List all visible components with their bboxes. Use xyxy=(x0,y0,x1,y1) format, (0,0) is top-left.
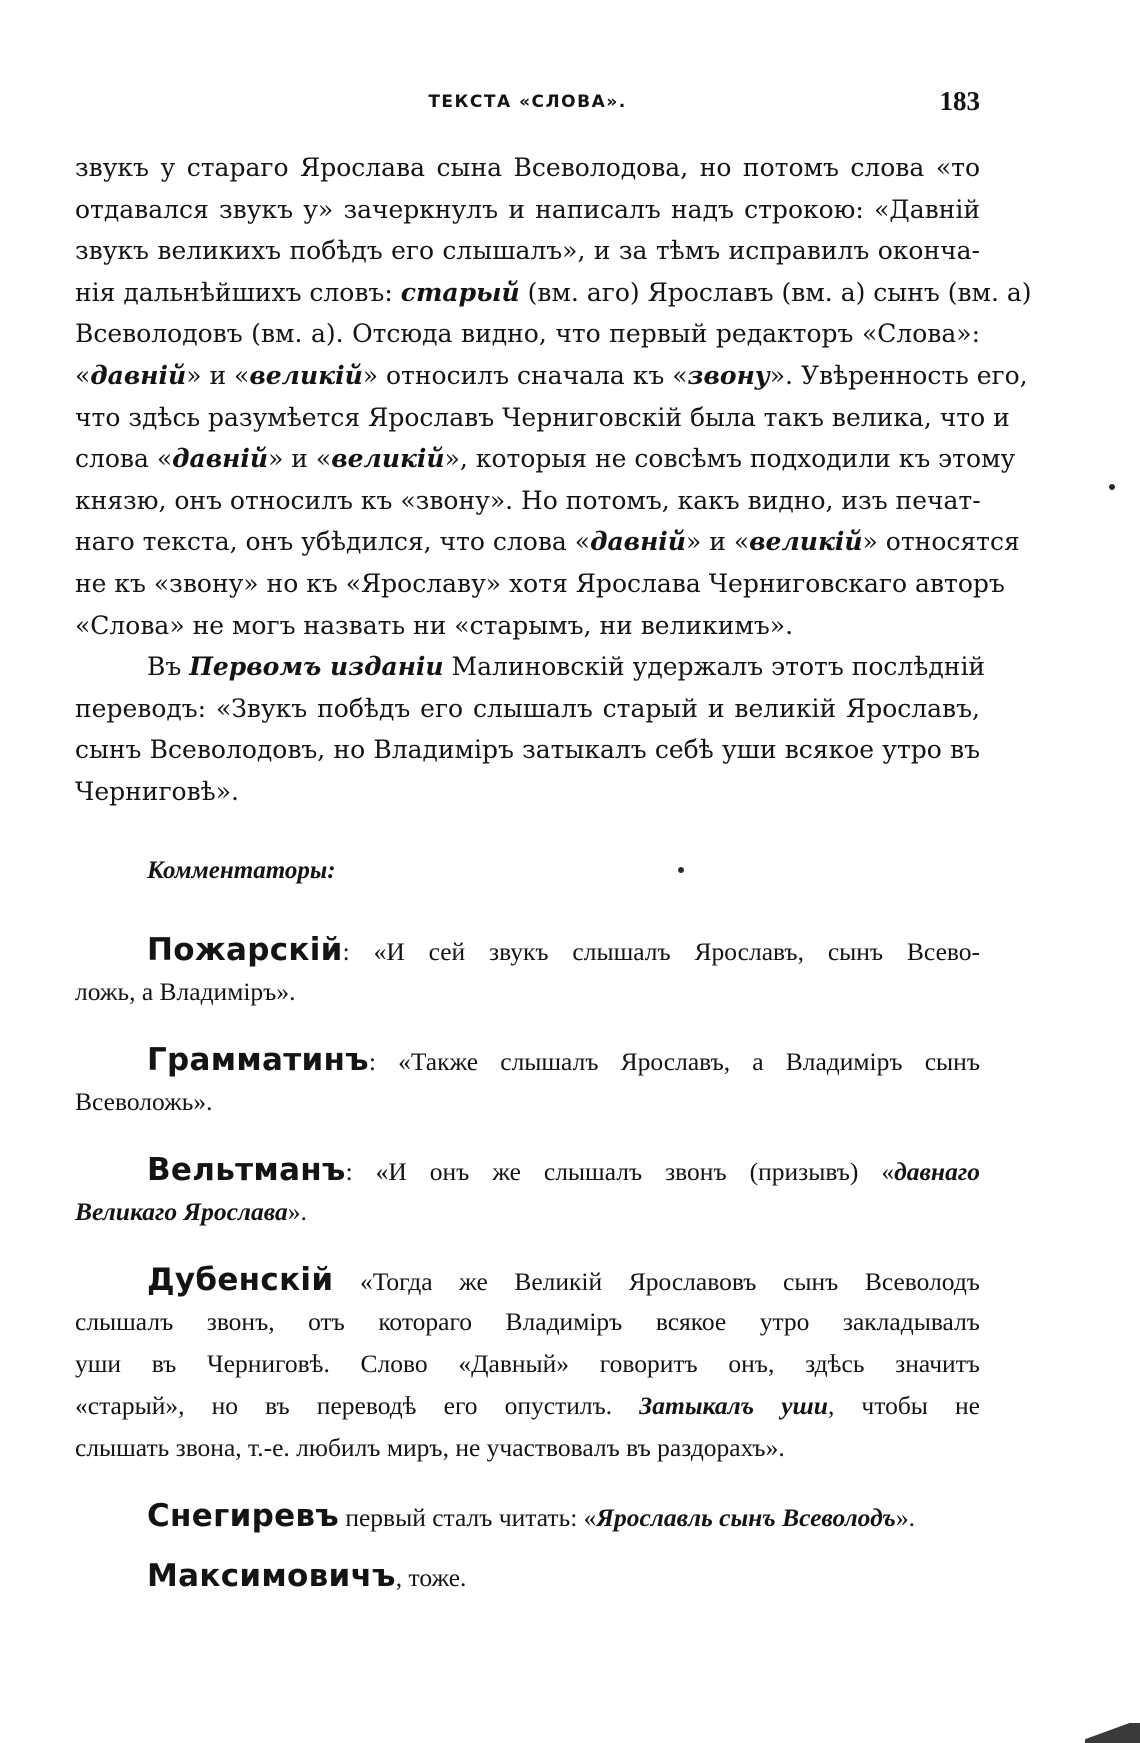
text-line: сынъ Всеволодовъ, но Владиміръ затыкалъ себѣ уши всякое утро въ xyxy=(75,735,980,765)
commentator-name: Вельтманъ xyxy=(147,1151,346,1188)
text-line: Великаго Ярослава». xyxy=(75,1196,307,1226)
running-head xyxy=(75,86,980,116)
commentator-entry: Вельтманъ: «И онъ же слышалъ звонъ (призывъ) «давнаго xyxy=(147,1151,980,1188)
commentator-entry: Дубенскій «Тогда же Великій Ярославовъ сынъ Всеволодъ xyxy=(147,1261,980,1298)
running-title: ТЕКСТА «СЛОВА». xyxy=(428,92,627,112)
text-line: наго текста, онъ убѣдился, что слова «давній» и «великій» относятся xyxy=(75,527,1020,557)
text-line: звукъ у стараго Ярослава сына Всеволодова, но потомъ слова «то xyxy=(75,153,980,182)
text-line: Въ Первомъ изданіи Малиновскій удержалъ этотъ послѣдній xyxy=(147,652,986,682)
text-line: князю, онъ относилъ къ «звону». Но потомъ, какъ видно, изъ печат- xyxy=(75,485,981,515)
commentator-name: Максимовичъ xyxy=(147,1557,396,1594)
commentator-entry: Пожарскій: «И сей звукъ слышалъ Ярославъ, сынъ Всево- xyxy=(147,931,980,968)
commentator-entry: Снегиревъ первый сталъ читать: «Ярославль сынъ Всеволодъ». xyxy=(147,1497,915,1534)
text-line: слышать звона, т.-е. любилъ миръ, не участвовалъ въ раздорахъ». xyxy=(75,1432,785,1462)
text-line: «старый», но въ переводѣ его опустилъ. Затыкалъ уши, чтобы не xyxy=(75,1390,980,1420)
text-line: не къ «звону» но къ «Ярославу» хотя Ярослава Черниговскаго авторъ xyxy=(75,568,1005,598)
text-line: переводъ: «Звукъ побѣдъ его слышалъ старый и великій Ярославъ, xyxy=(75,693,980,723)
text-line: Всеволодовъ (вм. а). Отсюда видно, что первый редакторъ «Слова»: xyxy=(75,319,980,349)
text-line: слышалъ звонъ, отъ котораго Владиміръ всякое утро закладывалъ xyxy=(75,1306,980,1336)
text-line: отдавался звукъ у» зачеркнулъ и написалъ надъ строкою: «Давній xyxy=(75,194,980,224)
commentator-name: Пожарскій xyxy=(147,931,343,968)
text-line: «давній» и «великій» относилъ сначала къ «звону». Увѣренность его, xyxy=(75,360,1028,390)
commentator-name: Дубенскій xyxy=(147,1261,334,1298)
text-line: уши въ Черниговѣ. Слово «Давный» говоритъ онъ, здѣсь значитъ xyxy=(75,1348,980,1378)
text-line: звукъ великихъ побѣдъ его слышалъ», и за тѣмъ исправилъ оконча- xyxy=(75,236,980,266)
commentator-entry: Максимовичъ, тоже. xyxy=(147,1557,467,1594)
text-line: Всеволожь». xyxy=(75,1086,213,1116)
page-number: 183 xyxy=(939,86,980,116)
commentators-heading: Комментаторы: xyxy=(147,856,336,884)
commentator-name: Снегиревъ xyxy=(147,1497,339,1534)
body-text xyxy=(75,147,1032,1597)
text-line: Черниговѣ». xyxy=(75,776,239,806)
text-line: слова «давній» и «великій», которыя не совсѣмъ подходили къ этому xyxy=(75,444,1016,474)
text-line: нія дальнѣйшихъ словъ: старый (вм. аго) Ярославъ (вм. а) сынъ (вм. а) xyxy=(75,277,1032,307)
text-line: «Слова» не могъ назвать ни «старымъ, ни великимъ». xyxy=(75,610,794,640)
scan-corner-mark xyxy=(1085,1723,1140,1743)
commentator-name: Грамматинъ xyxy=(147,1041,369,1078)
stray-dot xyxy=(678,867,684,873)
text-line: что здѣсь разумѣется Ярославъ Черниговскій была такъ велика, что и xyxy=(75,402,1010,432)
margin-dot xyxy=(1109,484,1115,490)
text-line: ложь, а Владиміръ». xyxy=(75,976,296,1006)
commentator-entry: Грамматинъ: «Также слышалъ Ярославъ, а Владиміръ сынъ xyxy=(147,1041,980,1078)
